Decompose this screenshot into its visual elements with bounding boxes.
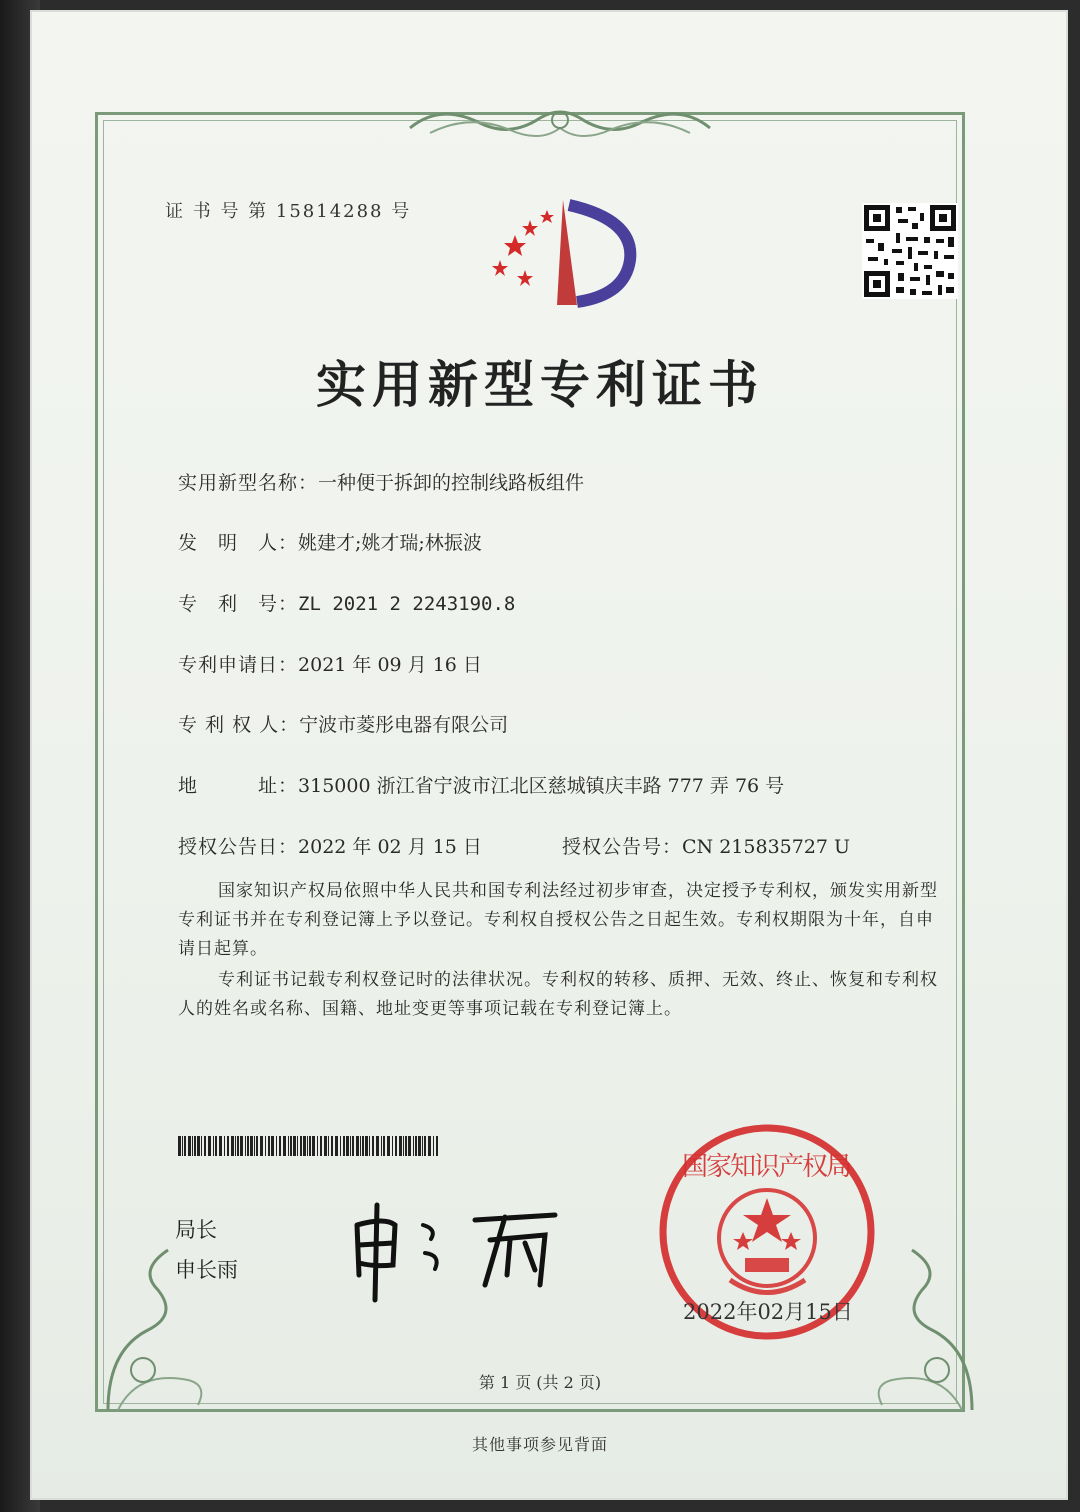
barcode-bar bbox=[317, 1136, 318, 1156]
barcode-bar bbox=[297, 1136, 298, 1156]
barcode-bar bbox=[245, 1136, 246, 1156]
barcode-bar bbox=[188, 1136, 191, 1156]
field-utility-model-name bbox=[178, 468, 584, 495]
field-label: 专 利 号： bbox=[178, 593, 299, 615]
barcode-bar bbox=[369, 1136, 370, 1156]
barcode-bar bbox=[365, 1136, 368, 1156]
barcode-bar bbox=[331, 1136, 333, 1156]
field-address bbox=[178, 771, 784, 798]
director-name: 申长雨 bbox=[175, 1258, 238, 1282]
barcode-bar bbox=[422, 1136, 423, 1156]
barcode-bar bbox=[418, 1136, 421, 1156]
director-title: 局长 bbox=[175, 1218, 217, 1242]
field-grant-number bbox=[562, 832, 850, 859]
barcode-bar bbox=[399, 1136, 402, 1156]
barcode-bar bbox=[392, 1136, 393, 1156]
field-value: 315000 浙江省宁波市江北区慈城镇庆丰路 777 弄 76 号 bbox=[298, 775, 785, 797]
field-application-date bbox=[178, 650, 482, 677]
barcode-bar bbox=[178, 1136, 181, 1156]
field-value: CN 215835727 U bbox=[682, 836, 851, 858]
statement-paragraph-1: 国家知识产权局依照中华人民共和国专利法经过初步审查，决定授予专利权，颁发实用新型专利证书并在专利登记簿上予以登记。专利权自授权公告之日起生效。专利权期限为十年，自申请日起算。 bbox=[178, 881, 938, 959]
field-value: 宁波市菱彤电器有限公司 bbox=[299, 714, 509, 736]
seal-text: 国家知识产权局 bbox=[682, 1152, 852, 1182]
barcode-bar bbox=[352, 1136, 354, 1156]
barcode-bar bbox=[405, 1136, 407, 1156]
barcode-bar bbox=[403, 1136, 404, 1156]
barcode-bar bbox=[307, 1136, 308, 1156]
statement-paragraph-2: 专利证书记载专利权登记时的法律状况。专利权的转移、质押、无效、终止、恢复和专利权人的姓名或名称、国籍、地址变更等事项记载在专利登记簿上。 bbox=[178, 970, 938, 1019]
field-label: 实用新型名称： bbox=[178, 472, 319, 494]
barcode-bar bbox=[192, 1136, 193, 1156]
barcode-bar bbox=[235, 1136, 236, 1156]
barcode-bar bbox=[408, 1136, 411, 1156]
back-note: 其他事项参见背面 bbox=[471, 1435, 608, 1454]
field-inventor bbox=[178, 528, 482, 555]
barcode-bar bbox=[213, 1136, 214, 1156]
field-value: 2021 年 09 月 16 日 bbox=[298, 654, 482, 676]
barcode-bar bbox=[350, 1136, 351, 1156]
barcode-bar bbox=[268, 1136, 270, 1156]
barcode-bar bbox=[383, 1136, 385, 1156]
barcode-bar bbox=[413, 1136, 414, 1156]
qr-code-icon bbox=[862, 203, 958, 299]
barcode-bar bbox=[320, 1136, 322, 1156]
barcode-bar bbox=[197, 1136, 200, 1156]
field-value: 姚建才;姚才瑞;林振波 bbox=[298, 532, 482, 554]
field-value: 2022 年 02 月 15 日 bbox=[298, 836, 482, 858]
barcode-bar bbox=[356, 1136, 359, 1156]
barcode-bar bbox=[303, 1136, 306, 1156]
barcode-bar bbox=[324, 1136, 327, 1156]
barcode-bar bbox=[381, 1136, 382, 1156]
barcode-bar bbox=[424, 1136, 426, 1156]
field-label: 授权公告号： bbox=[562, 836, 683, 858]
barcode-icon bbox=[178, 1136, 440, 1156]
barcode-bar bbox=[240, 1136, 243, 1156]
barcode-bar bbox=[340, 1136, 341, 1156]
barcode-bar bbox=[433, 1136, 434, 1156]
signature-icon bbox=[345, 1195, 565, 1305]
barcode-bar bbox=[362, 1136, 364, 1156]
barcode-bar bbox=[428, 1136, 431, 1156]
field-value: ZL 2021 2 2243190.8 bbox=[298, 593, 516, 615]
barcode-bar bbox=[436, 1136, 438, 1156]
barcode-bar bbox=[415, 1136, 417, 1156]
barcode-bar bbox=[283, 1136, 286, 1156]
barcode-bar bbox=[201, 1136, 202, 1156]
barcode-bar bbox=[231, 1136, 234, 1156]
barcode-bar bbox=[204, 1136, 206, 1156]
seal-date: 2022年02月15日 bbox=[683, 1300, 853, 1324]
top-ornament bbox=[400, 98, 720, 148]
barcode-bar bbox=[290, 1136, 292, 1156]
barcode-bar bbox=[237, 1136, 239, 1156]
page-number: 第 1 页 (共 2 页) bbox=[478, 1373, 602, 1392]
field-label: 专利申请日： bbox=[178, 654, 299, 676]
barcode-bar bbox=[300, 1136, 302, 1156]
field-patent-number bbox=[178, 589, 515, 616]
certificate-title: 实用新型专利证书 bbox=[316, 355, 764, 414]
barcode-bar bbox=[360, 1136, 361, 1156]
barcode-bar bbox=[346, 1136, 349, 1156]
barcode-bar bbox=[376, 1136, 379, 1156]
barcode-bar bbox=[182, 1136, 183, 1156]
field-patentee bbox=[178, 710, 508, 737]
barcode-bar bbox=[312, 1136, 315, 1156]
barcode-bar bbox=[265, 1136, 266, 1156]
barcode-bar bbox=[254, 1136, 255, 1156]
field-label: 发 明 人： bbox=[178, 532, 299, 554]
field-label: 专 利 权 人： bbox=[178, 714, 300, 736]
barcode-bar bbox=[227, 1136, 229, 1156]
field-value: 一种便于拆卸的控制线路板组件 bbox=[318, 472, 585, 494]
barcode-bar bbox=[215, 1136, 217, 1156]
barcode-bar bbox=[219, 1136, 222, 1156]
barcode-bar bbox=[335, 1136, 338, 1156]
barcode-bar bbox=[293, 1136, 296, 1156]
barcode-bar bbox=[247, 1136, 249, 1156]
barcode-bar bbox=[343, 1136, 345, 1156]
barcode-bar bbox=[194, 1136, 196, 1156]
field-label: 授权公告日： bbox=[178, 836, 299, 858]
certificate-number: 证 书 号 第 15814288 号 bbox=[165, 201, 412, 222]
barcode-bar bbox=[276, 1136, 277, 1156]
barcode-bar bbox=[395, 1136, 397, 1156]
barcode-bar bbox=[279, 1136, 281, 1156]
field-label: 地 址： bbox=[178, 775, 299, 797]
cnipa-logo-icon bbox=[485, 190, 640, 310]
barcode-bar bbox=[387, 1136, 390, 1156]
barcode-bar bbox=[184, 1136, 186, 1156]
barcode-bar bbox=[328, 1136, 329, 1156]
barcode-bar bbox=[256, 1136, 258, 1156]
barcode-bar bbox=[250, 1136, 253, 1156]
barcode-bar bbox=[208, 1136, 211, 1156]
field-grant-date bbox=[178, 832, 482, 859]
barcode-bar bbox=[309, 1136, 311, 1156]
barcode-bar bbox=[372, 1136, 374, 1156]
barcode-bar bbox=[271, 1136, 274, 1156]
barcode-bar bbox=[224, 1136, 225, 1156]
barcode-bar bbox=[260, 1136, 263, 1156]
barcode-bar bbox=[288, 1136, 289, 1156]
